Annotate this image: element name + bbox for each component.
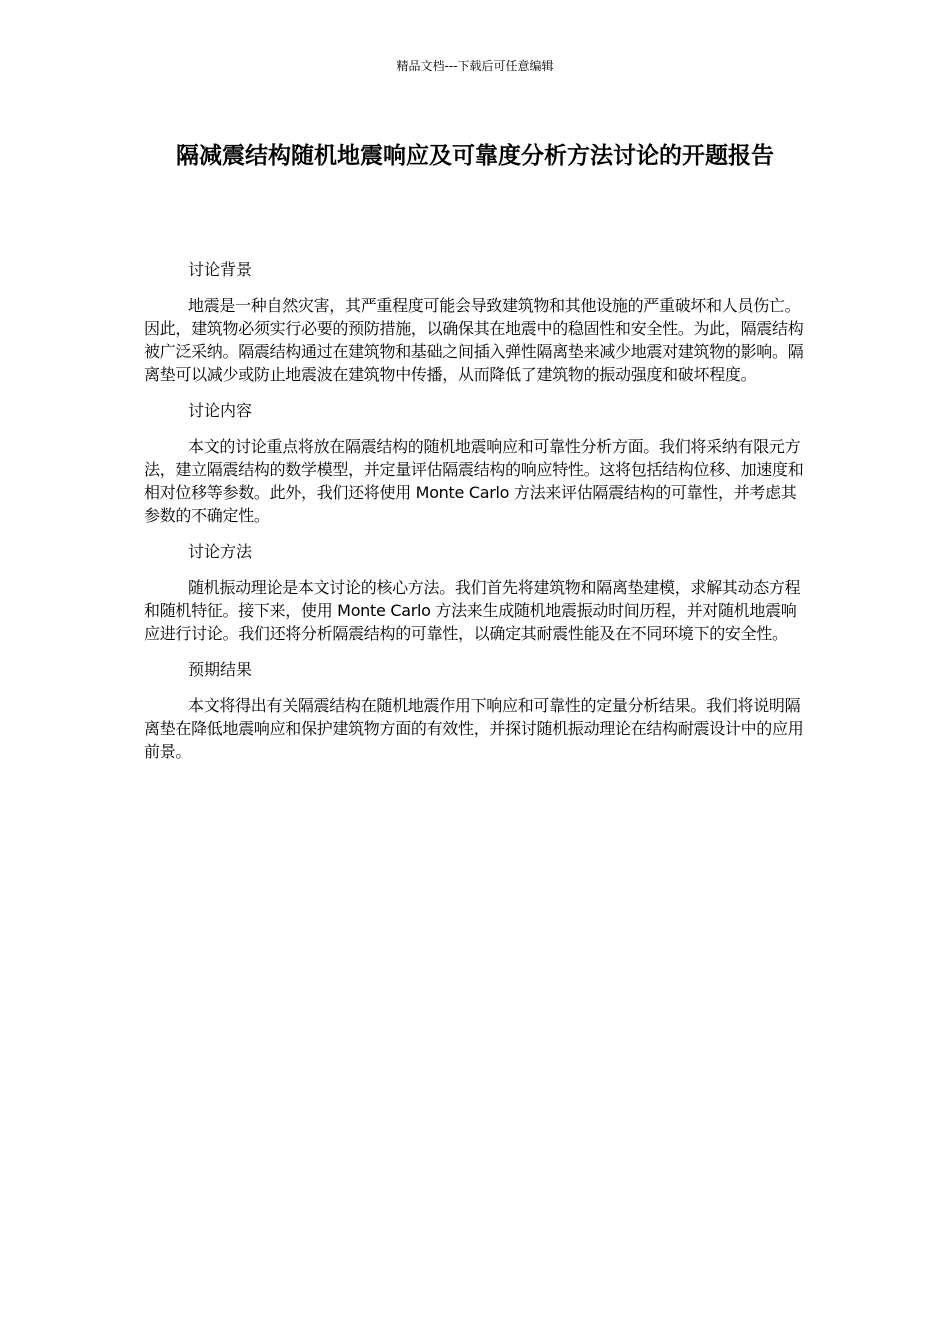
section-paragraph-expected-results: 本文将得出有关隔震结构在随机地震作用下响应和可靠性的定量分析结果。我们将说明隔离垫在降低地震响应和保护建筑物方面的有效性，并探讨随机振动理论在结构耐震设计中的应用前景。 (144, 696, 804, 761)
document-title: 隔减震结构随机地震响应及可靠度分析方法讨论的开题报告 (176, 143, 774, 169)
document-body (144, 258, 808, 776)
header-note: 精品文档---下载后可任意编辑 (396, 59, 554, 73)
section-paragraph-content: 本文的讨论重点将放在隔震结构的随机地震响应和可靠性分析方面。我们将采纳有限元方法，建立隔震结构的数学模型，并定量评估隔震结构的响应特性。这将包括结构位移、加速度和相对位移等参数。此外，我们还将使用 Monte Carlo 方法来评估隔震结构的可靠性，并考虑其参数的不确定性。 (144, 437, 804, 525)
section-heading-background: 讨论背景 (188, 260, 253, 279)
section-paragraph-background: 地震是一种自然灾害，其严重程度可能会导致建筑物和其他设施的严重破坏和人员伤亡。因此，建筑物必须实行必要的预防措施，以确保其在地震中的稳固性和安全性。为此，隔震结构被广泛采纳。隔震结构通过在建筑物和基础之间插入弹性隔离垫来减少地震对建筑物的影响。隔离垫可以减少或防止地震波在建筑物中传播，从而降低了建筑物的振动强度和破坏程度。 (144, 296, 804, 384)
section-heading-content: 讨论内容 (188, 401, 253, 420)
section-heading-expected-results: 预期结果 (188, 660, 253, 679)
section-paragraph-method: 随机振动理论是本文讨论的核心方法。我们首先将建筑物和隔离垫建模，求解其动态方程和随机特征。接下来，使用 Monte Carlo 方法来生成随机地震振动时间历程，并对随机地震响应进行讨论。我们还将分析隔震结构的可靠性，以确定其耐震性能及在不同环境下的安全性。 (144, 578, 801, 643)
section-heading-method: 讨论方法 (188, 542, 253, 561)
